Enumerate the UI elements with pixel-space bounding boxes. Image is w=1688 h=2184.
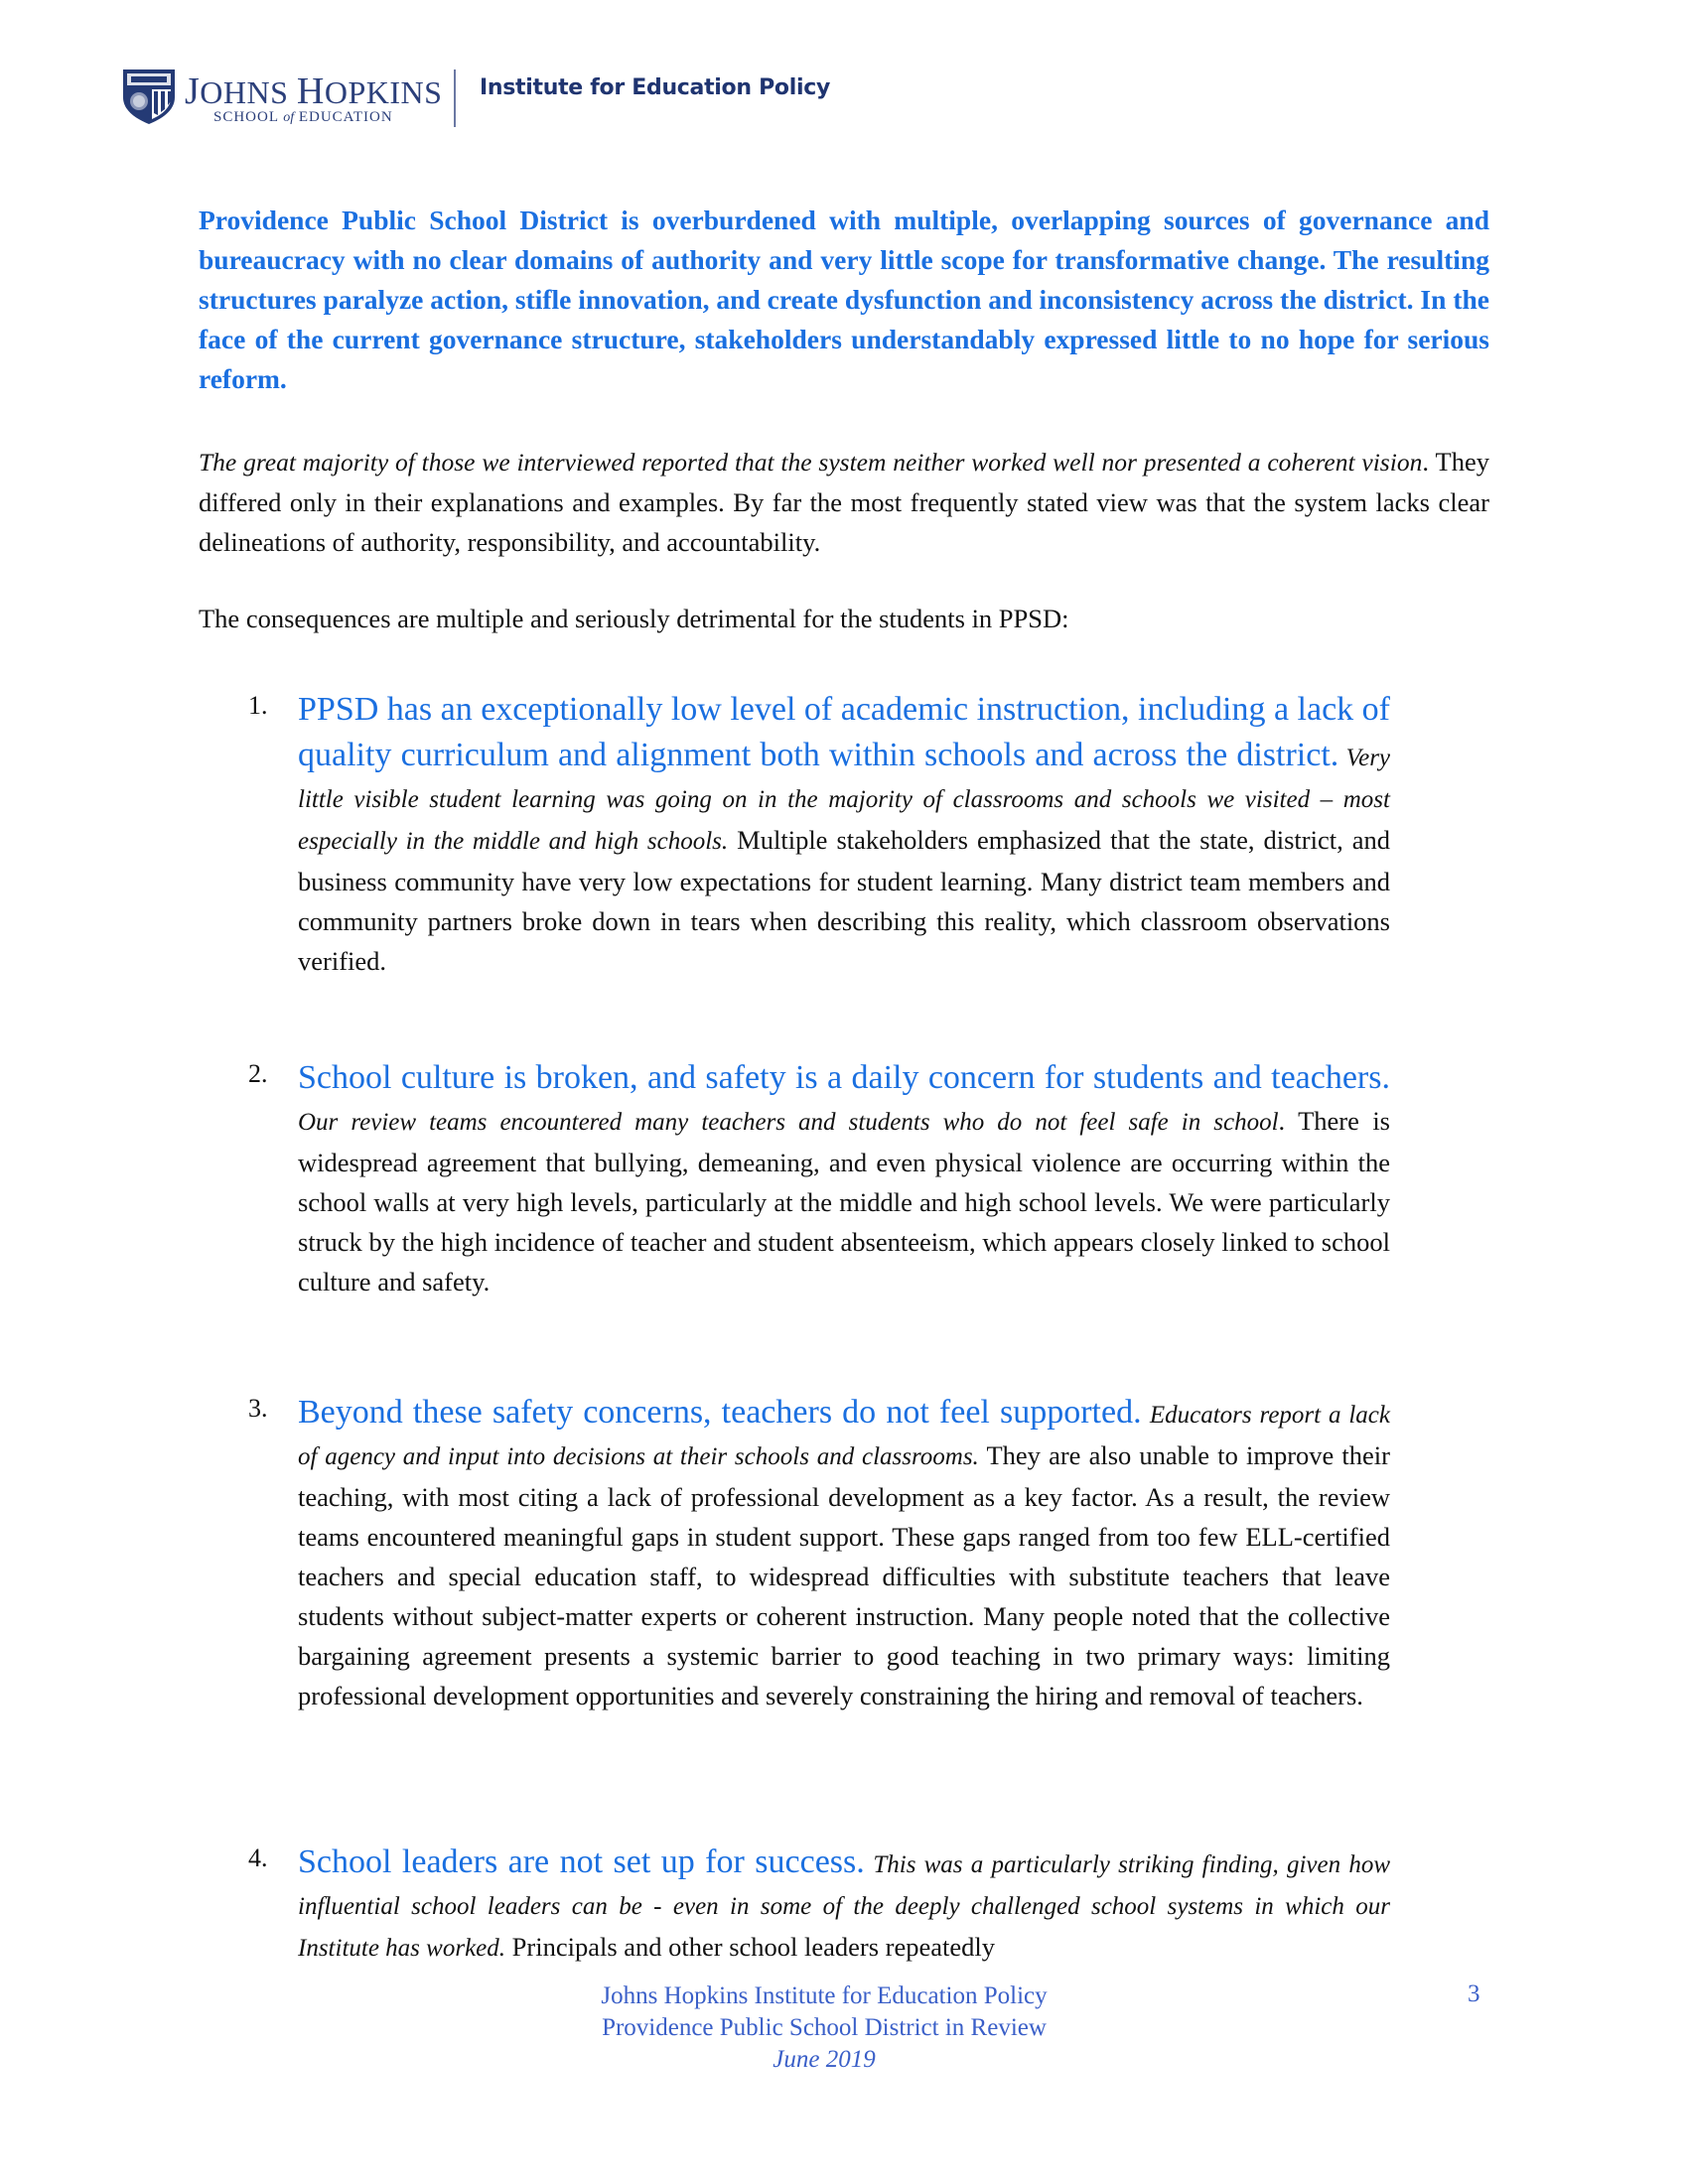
footer-institute: Johns Hopkins Institute for Education Policy	[601, 1982, 1048, 2009]
page-number: 3	[1468, 1980, 1480, 2007]
finding-text: They are also unable to improve their teaching, with most citing a lack of professional development as a key factor. As a result, the review teams encountered meaningful gaps in student support. These gaps ranged from too few ELL-certified teachers and special education staff, to widespread difficulties with substitute teachers that leave students without subject-matter experts or coherent instruction. Many people noted that the collective bargaining agreement presents a systemic barrier to good teaching in two primary ways: limiting professional development opportunities and severely constraining the hiring and removal of teachers.	[298, 1440, 1390, 1710]
finding-number: 3.	[248, 1394, 268, 1423]
finding-body	[298, 1055, 1390, 1301]
intro-summary: Providence Public School District is overburdened with multiple, overlapping sources of governance and bureaucracy with no clear domains of authority and very little scope for transformative change. The resulting structures paralyze action, stifle innovation, and create dysfunction and inconsistency across the district. In the face of the current governance structure, stakeholders understandably expressed little to no hope for serious reform.	[199, 205, 1489, 394]
institute-name: Institute for Education Policy	[480, 75, 830, 100]
finding-italic: Very little visible student learning was going on in the majority of classrooms and schools we visited – most especially in the middle and high schools.	[298, 745, 1391, 855]
finding-text: . There is widespread agreement that bullying, demeaning, and even physical violence are occurring within the school walls at very high levels, particularly at the middle and high school levels. We were particularly struck by the high incidence of teacher and student absenteeism, which appears closely linked to school culture and safety.	[298, 1106, 1390, 1297]
footer-report-title: Providence Public School District in Review	[602, 2014, 1047, 2041]
finding-body	[298, 687, 1390, 981]
finding-italic: Educators report a lack of agency and input into decisions at their schools and classrooms.	[298, 1402, 1391, 1470]
finding-headline: School culture is broken, and safety is a daily concern for students and teachers.	[298, 1059, 1390, 1096]
interview-paragraph	[199, 442, 1489, 562]
finding-italic: Our review teams encountered many teachers and students who do not feel safe in school	[298, 1109, 1279, 1136]
finding-headline: PPSD has an exceptionally low level of academic instruction, including a lack of quality curriculum and alignment both within schools and across the district.	[298, 691, 1390, 773]
university-name: JOHNS HOPKINS	[185, 70, 443, 112]
finding-italic: This was a particularly striking finding, given how influential school leaders can be - even in some of the deeply challenged school systems in which our Institute has worked.	[298, 1851, 1390, 1962]
finding-body	[298, 1840, 1390, 1969]
school-name: SCHOOL of EDUCATION	[213, 109, 393, 125]
logo-divider	[454, 69, 456, 127]
page-header	[119, 62, 874, 131]
finding-headline: School leaders are not set up for success.	[298, 1843, 865, 1880]
finding-body	[298, 1390, 1390, 1715]
finding-number: 1.	[248, 691, 268, 720]
interview-paragraph-italic: The great majority of those we interviewed reported that the system neither worked well nor presented a coherent vision	[199, 448, 1423, 477]
interview-paragraph-regular: . They differed only in their explanations and examples. By far the most frequently stated view was that the system lacks clear delineations of authority, responsibility, and accountability.	[199, 447, 1489, 557]
finding-number: 4.	[248, 1843, 268, 1872]
footer-date: June 2019	[773, 2046, 876, 2073]
consequences-intro: The consequences are multiple and seriously detrimental for the students in PPSD:	[199, 604, 1069, 633]
finding-text: Multiple stakeholders emphasized that the state, district, and business community have very low expectations for student learning. Many district team members and community partners broke down in tears when describing this reality, which classroom observations verified.	[298, 825, 1391, 976]
finding-number: 2.	[248, 1059, 268, 1088]
university-shield-icon	[121, 68, 177, 125]
finding-text: Principals and other school leaders repeatedly	[511, 1932, 996, 1962]
page-footer	[556, 1980, 1092, 2076]
finding-headline: Beyond these safety concerns, teachers do not feel supported.	[298, 1394, 1142, 1431]
